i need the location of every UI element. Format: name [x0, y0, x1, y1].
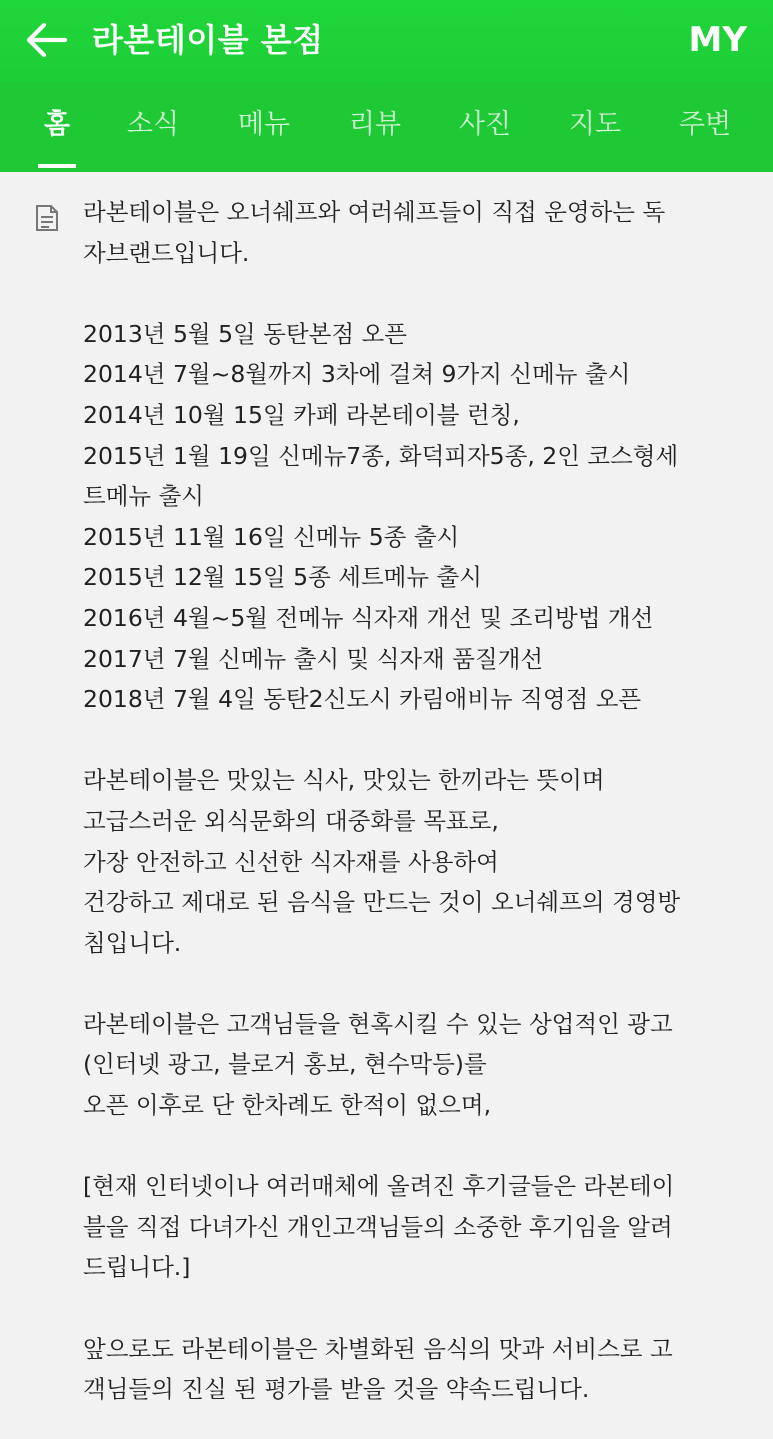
description-line: (인터넷 광고, 블로거 홍보, 현수막등)를: [83, 1050, 487, 1079]
home-content: [0, 172, 773, 1439]
description-line: 고급스러운 외식문화의 대중화를 목표로,: [83, 806, 499, 835]
description-line: 2015년 11월 16일 신메뉴 5종 출시: [83, 522, 460, 551]
tab-map[interactable]: 지도: [568, 109, 622, 140]
page-title: 라본테이블 본점: [92, 21, 324, 59]
tab-review[interactable]: 리뷰: [348, 109, 402, 140]
tab-bar: [0, 82, 773, 172]
tab-nearby[interactable]: 주변: [678, 109, 732, 140]
description-line: [83, 273, 753, 314]
description-line: 2014년 7월~8월까지 3차에 걸쳐 9가지 신메뉴 출시: [83, 360, 631, 389]
description-line: 라본테이블은 오너쉐프와 여러쉐프들이 직접 운영하는 독: [83, 198, 666, 226]
description-line: 라본테이블은 고객님들을 현혹시킬 수 있는 상업적인 광고: [83, 1009, 673, 1038]
description-line: 드립니다.]: [83, 1253, 191, 1282]
tab-photo[interactable]: 사진: [458, 109, 512, 140]
top-bar: [0, 0, 773, 82]
description-line: 2014년 10월 15일 카페 라본테이블 런칭,: [83, 400, 520, 429]
tab-news[interactable]: 소식: [126, 109, 180, 140]
description-line: [83, 963, 753, 1004]
description-line: 트메뉴 출시: [83, 482, 204, 511]
description-line: 앞으로도 라본테이블은 차별화된 음식의 맛과 서비스로 고: [83, 1334, 673, 1363]
my-button[interactable]: MY: [688, 20, 747, 60]
back-button[interactable]: [20, 16, 72, 64]
description-line: [83, 720, 753, 761]
description-line: 오픈 이후로 단 한차례도 한적이 없으며,: [83, 1091, 492, 1120]
description-line: 2018년 7월 4일 동탄2신도시 카림애비뉴 직영점 오픈: [83, 685, 642, 714]
description-line: 침입니다.: [83, 928, 182, 957]
description-line: 2015년 12월 15일 5종 세트메뉴 출시: [83, 563, 482, 592]
active-tab-indicator: [38, 164, 76, 168]
description-line: 객님들의 진실 된 평가를 받을 것을 약속드립니다.: [83, 1375, 590, 1404]
arrow-left-icon: [24, 22, 68, 58]
description-line: 건강하고 제대로 된 음식을 만드는 것이 오너쉐프의 경영방: [83, 888, 681, 917]
description-line: 2016년 4월~5월 전메뉴 식자재 개선 및 조리방법 개선: [83, 603, 654, 632]
tab-menu[interactable]: 메뉴: [237, 109, 291, 140]
description-line: 가장 안전하고 신선한 식자재를 사용하여: [83, 847, 499, 876]
description-line: 2017년 7월 신메뉴 출시 및 식자재 품질개선: [83, 644, 544, 673]
app-header: [0, 0, 773, 172]
description-line: 2015년 1월 19일 신메뉴7종, 화덕피자5종, 2인 코스형세: [83, 441, 679, 470]
tab-home[interactable]: 홈: [43, 109, 71, 140]
document-icon: [34, 204, 60, 232]
description-line: 라본테이블은 맛있는 식사, 맛있는 한끼라는 뜻이며: [83, 766, 605, 795]
description-line: [83, 1288, 753, 1329]
description-line: 블을 직접 다녀가신 개인고객님들의 소중한 후기임을 알려: [83, 1212, 673, 1241]
description-line: [현재 인터넷이나 여러매체에 올려진 후기글들은 라본테이: [83, 1172, 675, 1201]
description-line: 자브랜드입니다.: [83, 238, 250, 267]
store-description: [83, 192, 753, 1410]
description-line: [83, 1126, 753, 1167]
description-line: 2013년 5월 5일 동탄본점 오픈: [83, 319, 407, 348]
